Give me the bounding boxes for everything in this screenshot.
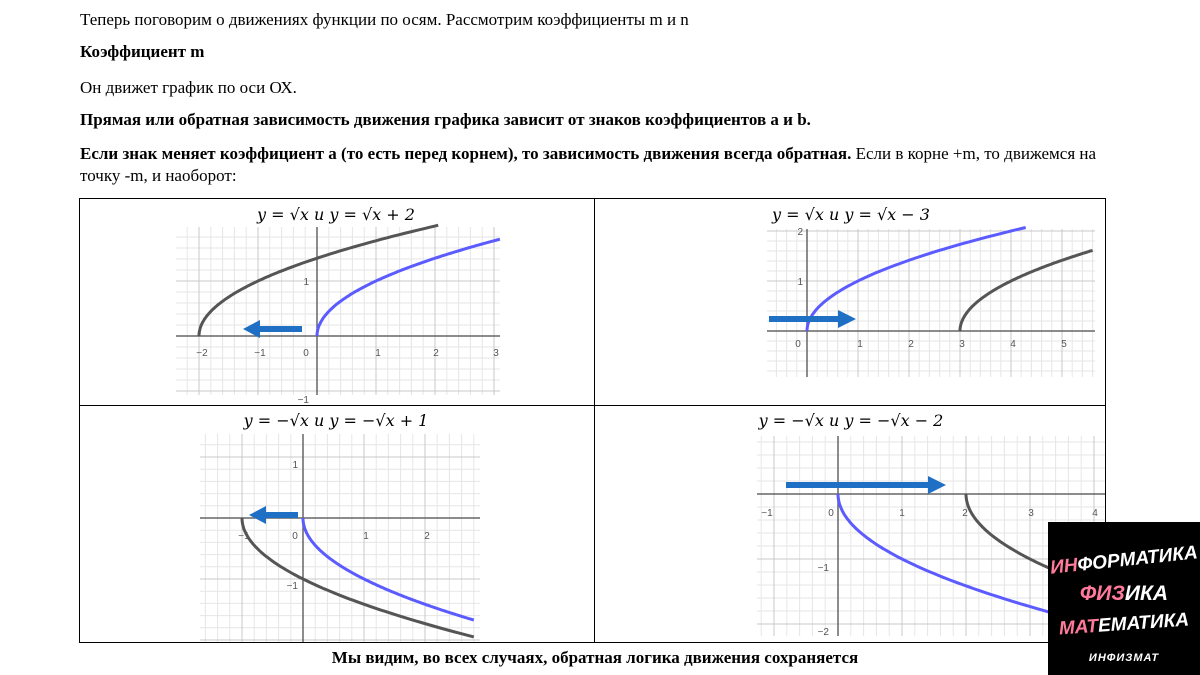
svg-text:4: 4 bbox=[1092, 508, 1098, 519]
svg-text:−2: −2 bbox=[196, 348, 208, 359]
svg-text:1: 1 bbox=[363, 531, 369, 542]
svg-text:5: 5 bbox=[1061, 339, 1067, 350]
svg-text:−1: −1 bbox=[254, 348, 266, 359]
svg-text:−1: −1 bbox=[238, 531, 250, 542]
svg-text:2: 2 bbox=[424, 531, 430, 542]
intro-line: Теперь поговорим о движениях функции по осям. Рассмотрим коэффициенты m и n bbox=[80, 10, 689, 29]
svg-text:0: 0 bbox=[795, 339, 801, 350]
svg-text:−1: −1 bbox=[817, 563, 829, 574]
section-heading: Коэффициент m bbox=[80, 42, 205, 61]
svg-text:4: 4 bbox=[1010, 339, 1016, 350]
rule-bold: Если знак меняет коэффициент a (то есть перед корнем), то зависимость движения всегда обратная. bbox=[80, 144, 852, 163]
svg-text:−1: −1 bbox=[761, 508, 773, 519]
svg-text:1: 1 bbox=[899, 508, 905, 519]
graph-3-tick-labels bbox=[238, 460, 430, 592]
svg-text:−1: −1 bbox=[286, 581, 298, 592]
svg-text:1: 1 bbox=[797, 277, 803, 288]
graph-2-title: y = √x и y = √x − 3 bbox=[772, 205, 930, 224]
graph-2-grid bbox=[767, 229, 1095, 377]
svg-text:−2: −2 bbox=[817, 627, 829, 638]
graph-cell-2 bbox=[595, 199, 1105, 405]
svg-text:2: 2 bbox=[797, 227, 803, 238]
dependency-note: Прямая или обратная зависимость движения графика зависит от знаков коэффициентов a и b. bbox=[80, 110, 811, 129]
rule-rest: Если в корне +m, то движемся на точку -m, и наоборот: bbox=[80, 144, 1097, 185]
graph-cell-1 bbox=[80, 199, 594, 405]
graph-1 bbox=[80, 199, 594, 405]
axis-note: Он движет график по оси ОХ. bbox=[80, 78, 297, 97]
graph-cell-3 bbox=[80, 406, 594, 642]
svg-text:1: 1 bbox=[857, 339, 863, 350]
infizmat-logo: ИНФОРМАТИКА ФИЗИКА МАТЕМАТИКА ИНФИЗМАТ bbox=[1048, 522, 1200, 675]
svg-text:3: 3 bbox=[1028, 508, 1034, 519]
svg-text:1: 1 bbox=[292, 460, 298, 471]
svg-text:1: 1 bbox=[375, 348, 381, 359]
graph-4-title: y = −√x и y = −√x − 2 bbox=[758, 411, 944, 430]
graph-3 bbox=[80, 406, 594, 642]
graph-4-direction-arrow bbox=[786, 476, 946, 494]
graph-4 bbox=[595, 406, 1105, 642]
graph-3-title: y = −√x и y = −√x + 1 bbox=[243, 411, 429, 430]
svg-text:0: 0 bbox=[303, 348, 309, 359]
svg-text:0: 0 bbox=[292, 531, 298, 542]
graphs-table bbox=[79, 198, 1106, 643]
conclusion-caption: Мы видим, во всех случаях, обратная логика движения сохраняется bbox=[331, 648, 859, 667]
graph-2 bbox=[595, 199, 1105, 405]
graph-cell-4 bbox=[595, 406, 1105, 642]
graph-1-original-curve bbox=[317, 239, 500, 336]
svg-text:0: 0 bbox=[828, 508, 834, 519]
svg-text:2: 2 bbox=[962, 508, 968, 519]
svg-text:1: 1 bbox=[303, 277, 309, 288]
graph-1-title: y = √x и y = √x + 2 bbox=[257, 205, 415, 224]
svg-text:−1: −1 bbox=[297, 395, 309, 405]
svg-text:3: 3 bbox=[959, 339, 965, 350]
rule-paragraph bbox=[80, 143, 1120, 187]
svg-text:2: 2 bbox=[433, 348, 439, 359]
svg-text:2: 2 bbox=[908, 339, 914, 350]
svg-text:3: 3 bbox=[493, 348, 499, 359]
